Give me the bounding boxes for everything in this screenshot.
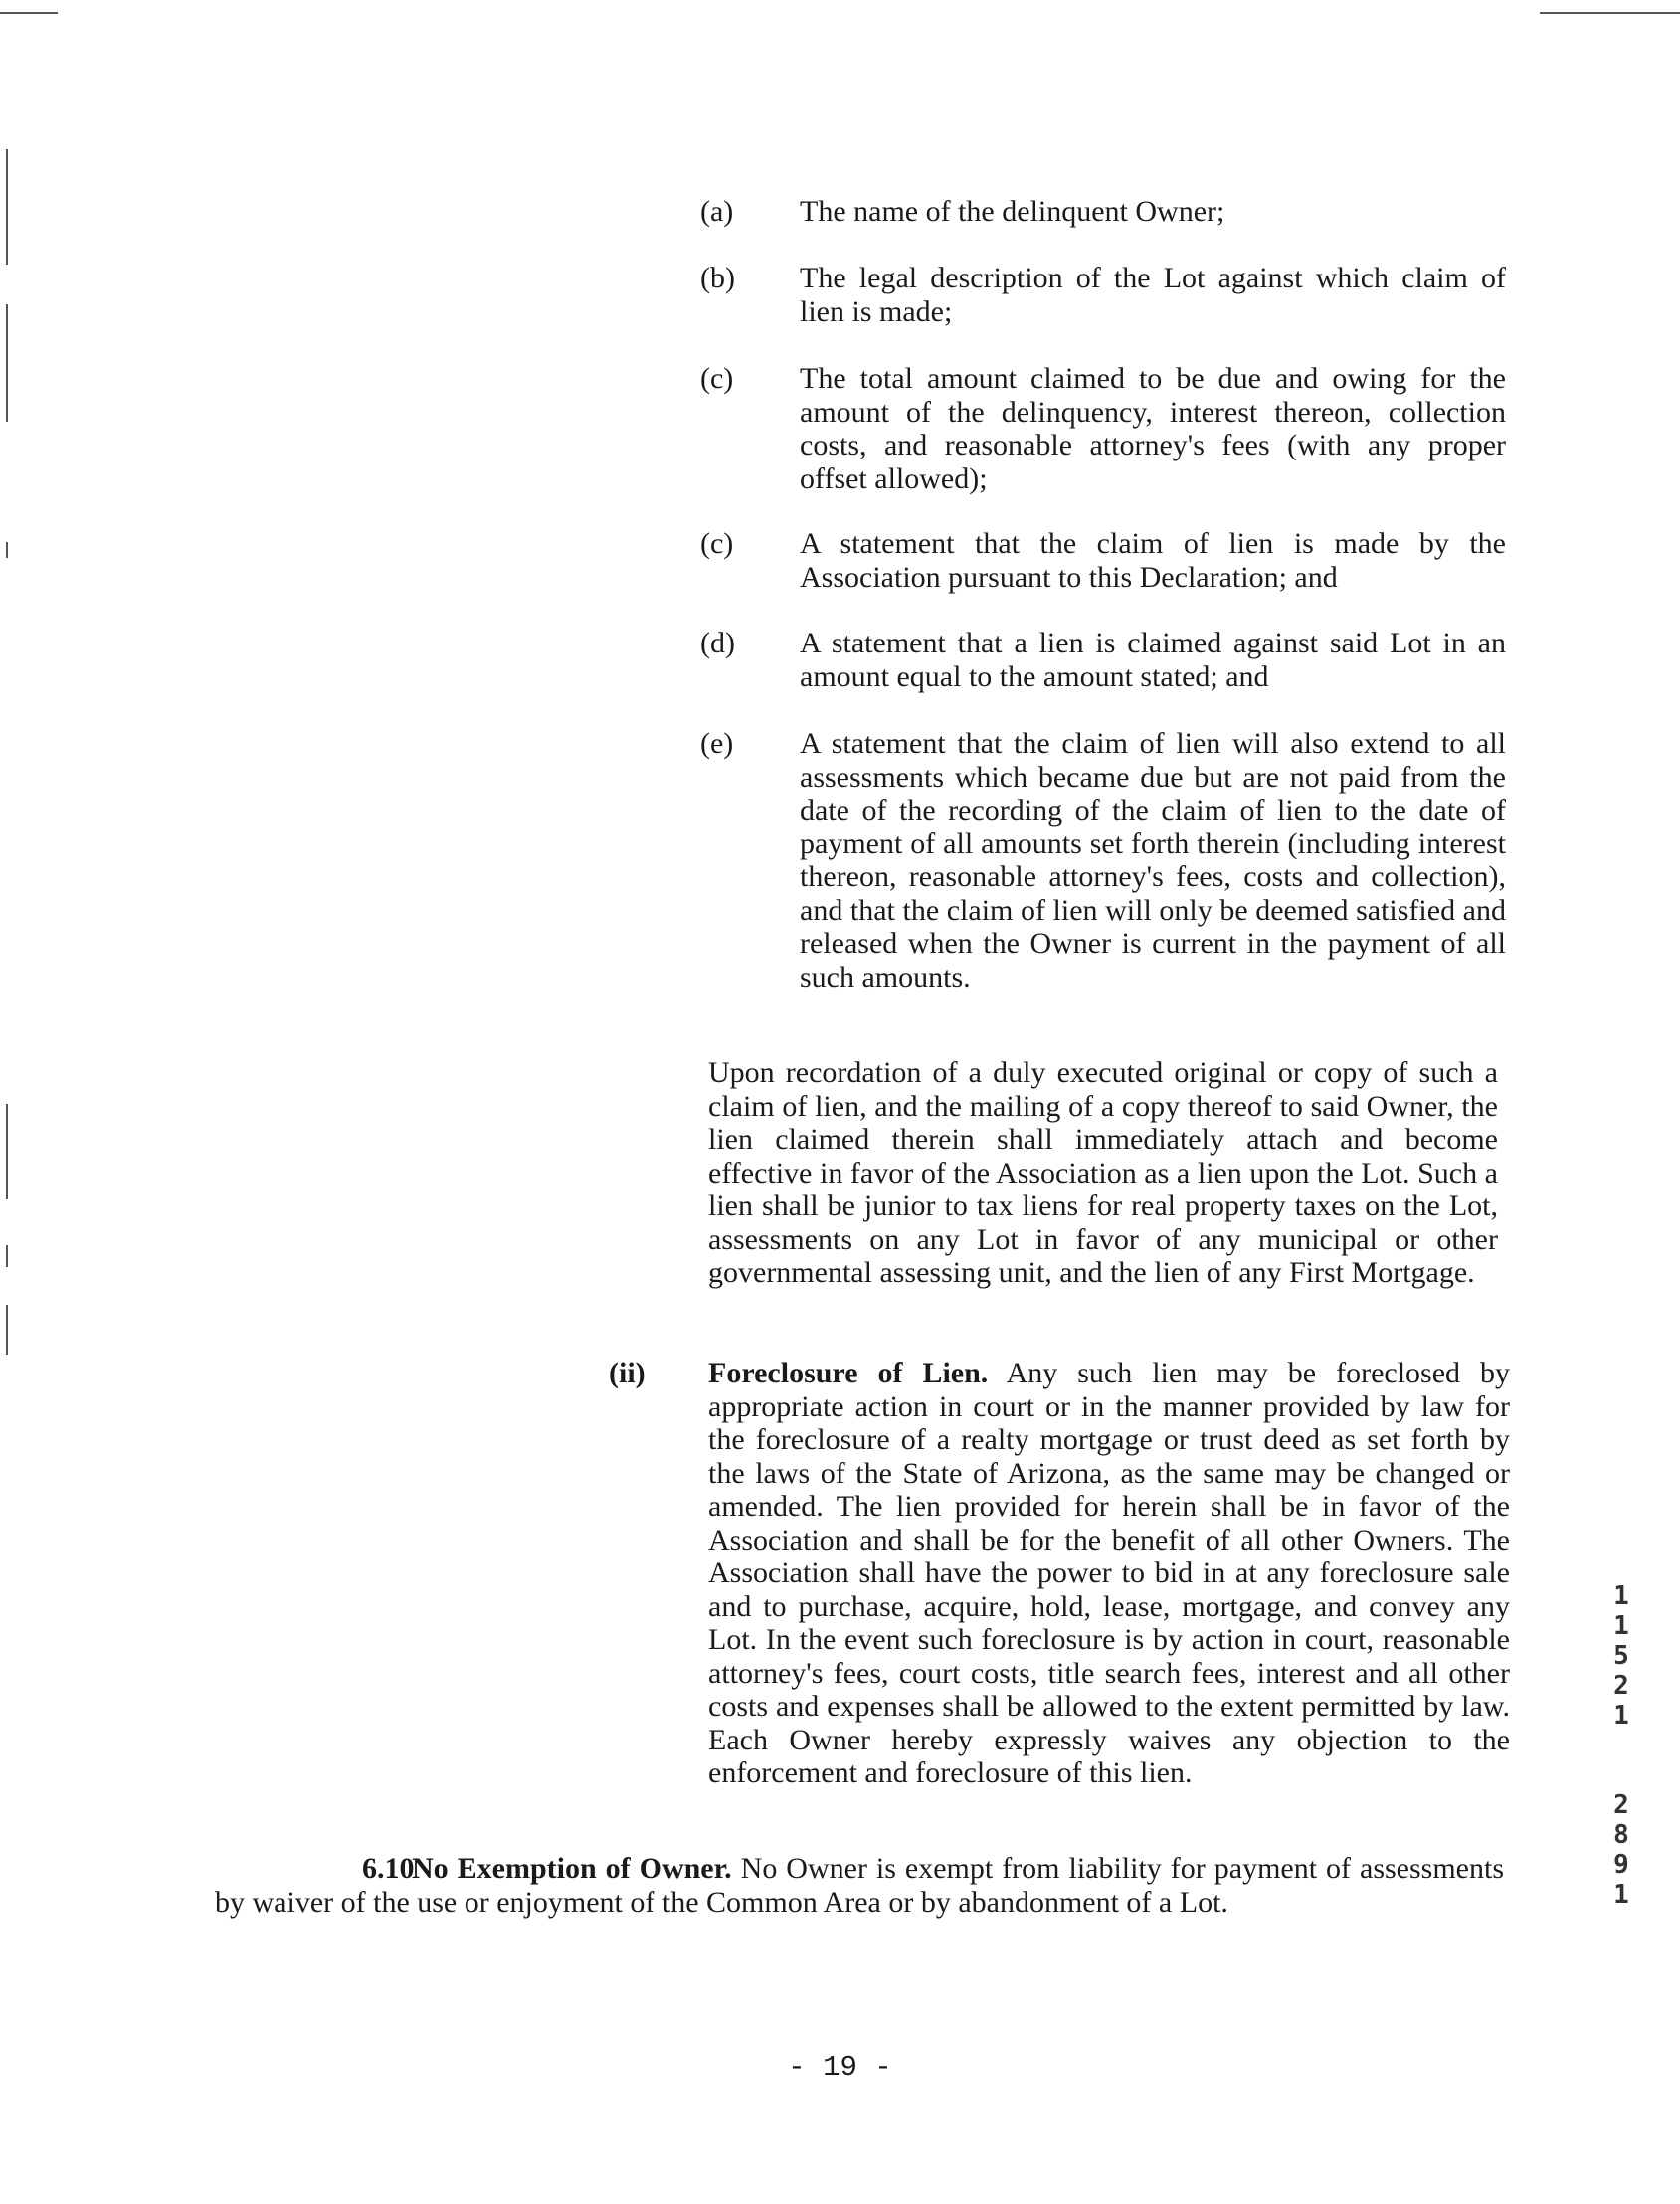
foreclosure-text	[708, 1357, 1510, 1790]
page-number: - 19 -	[788, 2051, 892, 2084]
scan-left-line-1	[6, 149, 8, 265]
section-number: 6.10	[362, 1852, 415, 1885]
list-item-label: (d)	[700, 627, 735, 659]
list-item-text: The total amount claimed to be due and owing for the amount of the delinquency, interest thereon, collection costs, and reasonable attorney's fees (with any proper offset allowed);	[800, 362, 1506, 495]
list-item-text: A statement that a lien is claimed against said Lot in an amount equal to the amount stated; and	[800, 627, 1506, 693]
stamp-digit: 2	[1613, 1790, 1629, 1820]
stamp-digit: 1	[1613, 1581, 1629, 1611]
margin-stamp-lower	[1606, 1790, 1636, 1910]
scan-top-left-line	[0, 12, 58, 14]
scan-left-line-2	[6, 304, 8, 422]
scan-top-right-line	[1540, 12, 1680, 14]
margin-stamp-upper	[1606, 1581, 1636, 1731]
list-item-text: The name of the delinquent Owner;	[800, 195, 1225, 228]
stamp-digit: 1	[1613, 1611, 1629, 1641]
list-item-label: (c)	[700, 527, 734, 560]
foreclosure-heading: Foreclosure of Lien.	[708, 1357, 989, 1389]
stamp-digit: 5	[1613, 1641, 1629, 1671]
stamp-digit: 1	[1613, 1701, 1629, 1731]
list-item-text: The legal description of the Lot against which claim of lien is made;	[800, 262, 1506, 328]
list-item-label: (e)	[700, 727, 734, 760]
scan-left-line-5	[6, 1245, 8, 1267]
list-item-text: A statement that the claim of lien will also extend to all assessments which became due but are not paid from the date of the recording of the claim of lien to the date of payment of all amounts set forth therein (including interest thereon, reasonable attorney's fees, costs and collection), and that the claim of lien will only be deemed satisfied and released when the Owner is current in the payment of all such amounts.	[800, 727, 1506, 994]
list-item-label: (b)	[700, 262, 735, 294]
scan-left-line-3	[6, 542, 8, 558]
list-item-label: (c)	[700, 362, 734, 395]
stamp-digit: 2	[1613, 1671, 1629, 1701]
stamp-digit: 8	[1613, 1820, 1629, 1850]
subsection-label: (ii)	[609, 1357, 646, 1389]
section-body: No Owner is exempt from liability for payment of assessments by waiver of the use or enjoyment of the Common Area or by abandonment of a Lot.	[215, 1852, 1504, 1919]
list-item-text: A statement that the claim of lien is made by the Association pursuant to this Declaration; and	[800, 527, 1506, 594]
scan-left-line-6	[6, 1305, 8, 1355]
recordation-paragraph: Upon recordation of a duly executed original or copy of such a claim of lien, and the mailing of a copy thereof to said Owner, the lien claimed therein shall immediately attach and become effective in favor of the Association as a lien upon the Lot. Such a lien shall be junior to tax liens for real property taxes on the Lot, assessments on any Lot in favor of any municipal or other governmental assessing unit, and the lien of any First Mortgage.	[708, 1056, 1498, 1289]
scan-left-line-4	[6, 1104, 8, 1199]
section-6-10-paragraph	[215, 1852, 1504, 1919]
stamp-digit: 9	[1613, 1850, 1629, 1880]
section-heading: No Exemption of Owner.	[412, 1852, 732, 1885]
foreclosure-body: Any such lien may be foreclosed by appropriate action in court or in the manner provided by law for the foreclosure of a realty mortgage or trust deed as set forth by the laws of the State of Arizona, as the same may be changed or amended. The lien provided for herein shall be in favor of the Association and shall be for the benefit of all other Owners. The Association shall have the power to bid in at any foreclosure sale and to purchase, acquire, hold, lease, mortgage, and convey any Lot. In the event such foreclosure is by action in court, reasonable attorney's fees, court costs, title search fees, interest and all other costs and expenses shall be allowed to the extent permitted by law. Each Owner hereby expressly waives any objection to the enforcement and foreclosure of this lien.	[708, 1357, 1510, 1789]
section-6-10	[215, 1852, 1504, 1919]
stamp-digit: 1	[1613, 1880, 1629, 1910]
list-item-label: (a)	[700, 195, 734, 228]
